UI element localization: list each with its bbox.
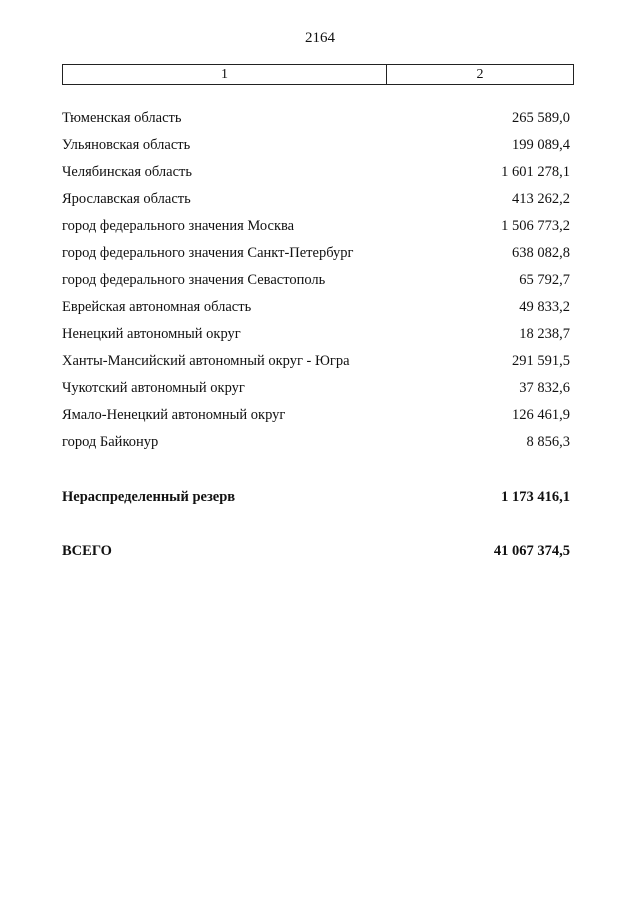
region-name: Ненецкий автономный округ	[62, 326, 241, 342]
region-value: 8 856,3	[526, 434, 570, 450]
region-name: Ульяновская область	[62, 137, 191, 153]
region-value: 1 601 278,1	[501, 164, 570, 180]
region-name: Челябинская область	[62, 164, 192, 180]
reserve-row	[62, 489, 570, 506]
region-name: Чукотский автономный округ	[62, 380, 245, 396]
table-row	[62, 353, 570, 380]
page-number: 2164	[305, 30, 335, 46]
region-name: Ханты-Мансийский автономный округ - Югра	[62, 353, 350, 369]
table-row	[62, 164, 570, 191]
table-row	[62, 218, 570, 245]
region-name: Ямало-Ненецкий автономный округ	[62, 407, 286, 423]
region-value: 265 589,0	[512, 110, 570, 126]
region-value: 1 506 773,2	[501, 218, 570, 234]
total-row	[62, 543, 570, 560]
region-list	[62, 110, 570, 461]
column-header-1: 1	[63, 65, 387, 84]
table-row	[62, 272, 570, 299]
region-value: 126 461,9	[512, 407, 570, 423]
table-row	[62, 434, 570, 461]
reserve-value: 1 173 416,1	[501, 489, 570, 505]
table-row	[62, 407, 570, 434]
region-name: Тюменская область	[62, 110, 182, 126]
region-value: 413 262,2	[512, 191, 570, 207]
table-row	[62, 299, 570, 326]
region-value: 291 591,5	[512, 353, 570, 369]
table-row	[62, 326, 570, 353]
region-value: 199 089,4	[512, 137, 570, 153]
total-label: ВСЕГО	[62, 543, 112, 559]
region-name: город Байконур	[62, 434, 159, 450]
region-value: 37 832,6	[519, 380, 570, 396]
table-row	[62, 191, 570, 218]
reserve-label: Нераспределенный резерв	[62, 489, 236, 505]
table-row	[62, 137, 570, 164]
region-value: 18 238,7	[519, 326, 570, 342]
region-value: 49 833,2	[519, 299, 570, 315]
region-name: Ярославская область	[62, 191, 191, 207]
region-name: Еврейская автономная область	[62, 299, 252, 315]
region-name: город федерального значения Санкт-Петербург	[62, 245, 354, 261]
table-row	[62, 380, 570, 407]
total-value: 41 067 374,5	[493, 543, 570, 559]
column-header-2: 2	[476, 66, 484, 82]
region-value: 65 792,7	[519, 272, 570, 288]
region-name: город федерального значения Севастополь	[62, 272, 326, 288]
table-row	[62, 110, 570, 137]
region-name: город федерального значения Москва	[62, 218, 295, 234]
table-header	[62, 64, 574, 85]
region-value: 638 082,8	[512, 245, 570, 261]
table-row	[62, 245, 570, 272]
